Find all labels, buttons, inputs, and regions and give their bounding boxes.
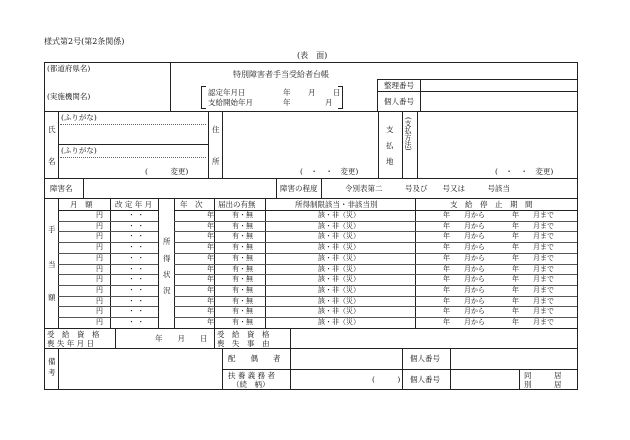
loss-date-label-2: 喪 失 年 月 日 bbox=[47, 339, 95, 348]
income-status: 該・非（災） bbox=[318, 296, 360, 305]
loss-date-label-1: 受 給 資 格 bbox=[47, 330, 100, 339]
disability-name-label: 障害名 bbox=[50, 184, 73, 193]
income-year: 年 bbox=[207, 243, 214, 252]
pay-method: (支払方法) bbox=[404, 117, 412, 151]
report-header: 届出の有無 bbox=[218, 200, 256, 209]
income-year: 年 bbox=[207, 285, 214, 294]
disability-degree-label: 障害の程度 bbox=[280, 184, 318, 193]
remarks-label-2: 考 bbox=[48, 368, 56, 377]
income-status: 該・非（災） bbox=[318, 243, 360, 252]
income-status: 該・非（災） bbox=[318, 264, 360, 273]
stop-to: 年 月まで bbox=[512, 307, 554, 316]
date-bracket-left bbox=[201, 86, 206, 109]
prefecture-label: (都道府県名) bbox=[47, 64, 91, 73]
amount-header: 月 額 bbox=[70, 200, 93, 209]
loss-reason-label-2: 喪 失 事 由 bbox=[217, 339, 270, 348]
amount-unit: 円 bbox=[96, 221, 103, 230]
name-label-shi: 氏 bbox=[48, 125, 56, 134]
side-allow-3: 額 bbox=[48, 293, 56, 302]
addr-change: ( ・ ・ 変更) bbox=[300, 167, 359, 176]
revision-date: ・ ・ bbox=[128, 275, 145, 284]
stop-from: 年 月から bbox=[443, 253, 485, 262]
pay-label-1: 支 bbox=[386, 125, 394, 134]
amount-unit: 円 bbox=[96, 211, 103, 219]
stop-from: 年 月から bbox=[443, 307, 485, 316]
start-month: 月 bbox=[325, 98, 333, 107]
amount-unit: 円 bbox=[96, 232, 103, 241]
income-year: 年 bbox=[207, 307, 214, 316]
cohabit-label-1: 同 居 bbox=[524, 371, 562, 380]
addr-label-2: 所 bbox=[212, 157, 220, 166]
report-flag: 有・無 bbox=[232, 285, 253, 294]
side-income-2: 得 bbox=[163, 254, 171, 263]
stop-to: 年 月まで bbox=[512, 318, 554, 326]
amount-unit: 円 bbox=[96, 285, 103, 294]
amount-unit: 円 bbox=[96, 318, 103, 326]
stop-from: 年 月から bbox=[443, 296, 485, 305]
stop-to: 年 月まで bbox=[512, 264, 554, 273]
revision-date: ・ ・ bbox=[128, 221, 145, 230]
stop-from: 年 月から bbox=[443, 285, 485, 294]
side-allow-2: 当 bbox=[48, 260, 56, 269]
report-flag: 有・無 bbox=[232, 296, 253, 305]
supporter-label-2: （続 柄） bbox=[232, 380, 270, 389]
report-flag: 有・無 bbox=[232, 243, 253, 252]
revision-header: 改 定 年 月 bbox=[115, 200, 153, 209]
stop-from: 年 月から bbox=[443, 232, 485, 241]
cert-day: 日 bbox=[333, 88, 341, 97]
side-income-4: 況 bbox=[163, 286, 171, 295]
stop-to: 年 月まで bbox=[512, 253, 554, 262]
seiri-label: 整理番号 bbox=[384, 81, 414, 90]
amount-unit: 円 bbox=[96, 264, 103, 273]
cert-year: 年 bbox=[283, 88, 291, 97]
degree-text: 令別表第二 号及び 号又は 号該当 bbox=[345, 184, 510, 193]
loss-reason-label-1: 受 給 資 格 bbox=[217, 330, 270, 339]
report-flag: 有・無 bbox=[232, 264, 253, 273]
income-status: 該・非（災） bbox=[318, 221, 360, 230]
stop-to: 年 月まで bbox=[512, 285, 554, 294]
income-year: 年 bbox=[207, 264, 214, 273]
ledger-title: 特別障害者手当受給者台帳 bbox=[233, 70, 329, 79]
cert-month: 月 bbox=[308, 88, 316, 97]
report-flag: 有・無 bbox=[232, 232, 253, 241]
stop-to: 年 月まで bbox=[512, 243, 554, 252]
name-change: ( 変更) bbox=[145, 167, 189, 176]
start-year: 年 bbox=[283, 98, 291, 107]
frame-bottom bbox=[44, 389, 578, 390]
furigana-label-2: (ふりがな) bbox=[61, 146, 97, 155]
stop-to: 年 月まで bbox=[512, 211, 554, 219]
stop-to: 年 月まで bbox=[512, 296, 554, 305]
amount-unit: 円 bbox=[96, 275, 103, 284]
stop-to: 年 月まで bbox=[512, 275, 554, 284]
pay-change: ( ・ ・ 変更) bbox=[495, 167, 554, 176]
amount-unit: 円 bbox=[96, 253, 103, 262]
cert-date-label: 認定年月日 bbox=[208, 88, 246, 97]
side-allow-1: 手 bbox=[48, 225, 56, 234]
furigana-label-1: (ふりがな) bbox=[61, 113, 97, 122]
income-status: 該・非（災） bbox=[318, 232, 360, 241]
kojin-label-1: 個人番号 bbox=[384, 97, 414, 106]
income-year: 年 bbox=[207, 232, 214, 241]
start-label: 支給開始年月 bbox=[208, 98, 253, 107]
supporter-label-1: 扶 養 義 務 者 bbox=[228, 371, 276, 380]
report-flag: 有・無 bbox=[232, 318, 253, 326]
loss-date-value: 年 月 日 bbox=[155, 334, 208, 343]
income-year: 年 bbox=[207, 275, 214, 284]
income-year: 年 bbox=[207, 253, 214, 262]
stop-to: 年 月まで bbox=[512, 221, 554, 230]
income-header: 所得制限該当・非該当別 bbox=[295, 200, 378, 209]
side-income-3: 状 bbox=[163, 270, 171, 279]
income-status: 該・非（災） bbox=[318, 285, 360, 294]
spouse-number-label: 個人番号 bbox=[410, 354, 440, 363]
side-income-1: 所 bbox=[163, 237, 171, 246]
income-year: 年 bbox=[207, 211, 214, 219]
income-status: 該・非（災） bbox=[318, 211, 360, 219]
report-flag: 有・無 bbox=[232, 211, 253, 219]
revision-date: ・ ・ bbox=[128, 232, 145, 241]
revision-date: ・ ・ bbox=[128, 307, 145, 316]
side-label: (表 面) bbox=[297, 51, 328, 60]
report-flag: 有・無 bbox=[232, 275, 253, 284]
income-year: 年 bbox=[207, 296, 214, 305]
stop-from: 年 月から bbox=[443, 275, 485, 284]
revision-date: ・ ・ bbox=[128, 243, 145, 252]
stop-from: 年 月から bbox=[443, 221, 485, 230]
stop-from: 年 月から bbox=[443, 211, 485, 219]
income-status: 該・非（災） bbox=[318, 253, 360, 262]
remarks-label-1: 備 bbox=[48, 357, 56, 366]
addr-label-1: 住 bbox=[212, 125, 220, 134]
revision-date: ・ ・ bbox=[128, 285, 145, 294]
cohabit-label-2: 別 居 bbox=[524, 380, 562, 389]
revision-date: ・ ・ bbox=[128, 264, 145, 273]
revision-date: ・ ・ bbox=[128, 253, 145, 262]
amount-unit: 円 bbox=[96, 296, 103, 305]
supporter-number-label: 個人番号 bbox=[410, 375, 440, 384]
amount-unit: 円 bbox=[96, 243, 103, 252]
amount-unit: 円 bbox=[96, 307, 103, 316]
income-status: 該・非（災） bbox=[318, 318, 360, 326]
pay-label-3: 地 bbox=[386, 157, 394, 166]
income-year: 年 bbox=[207, 318, 214, 326]
agency-label: (実施機関名) bbox=[47, 92, 91, 101]
stop-to: 年 月まで bbox=[512, 232, 554, 241]
income-year: 年 bbox=[207, 221, 214, 230]
revision-date: ・ ・ bbox=[128, 211, 145, 219]
spouse-label: 配 偶 者 bbox=[228, 354, 281, 363]
report-flag: 有・無 bbox=[232, 221, 253, 230]
year-header: 年 次 bbox=[180, 200, 203, 209]
stop-from: 年 月から bbox=[443, 318, 485, 326]
revision-date: ・ ・ bbox=[128, 318, 145, 326]
stop-from: 年 月から bbox=[443, 264, 485, 273]
revision-date: ・ ・ bbox=[128, 296, 145, 305]
stop-from: 年 月から bbox=[443, 243, 485, 252]
report-flag: 有・無 bbox=[232, 307, 253, 316]
frame-top bbox=[44, 62, 578, 63]
form-number: 様式第2号(第2条関係) bbox=[44, 37, 125, 46]
pay-label-2: 払 bbox=[386, 141, 394, 150]
income-status: 該・非（災） bbox=[318, 307, 360, 316]
name-label-mei: 名 bbox=[48, 157, 56, 166]
supporter-paren: ( ) bbox=[372, 375, 401, 384]
report-flag: 有・無 bbox=[232, 253, 253, 262]
income-status: 該・非（災） bbox=[318, 275, 360, 284]
stop-header: 支 給 停 止 期 間 bbox=[450, 200, 533, 209]
